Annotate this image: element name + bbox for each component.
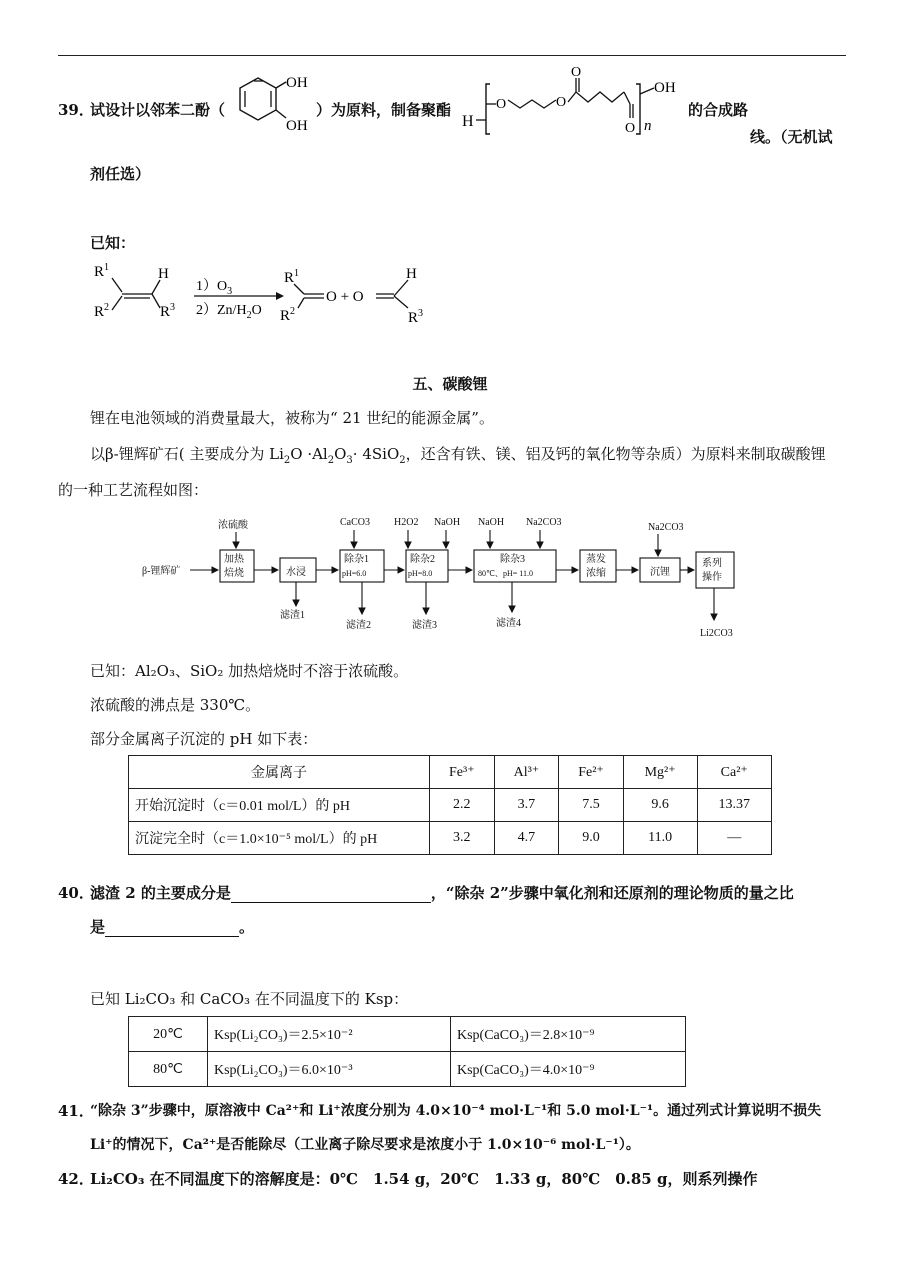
polymer-o-3: O [571, 65, 582, 80]
catechol-oh-2: OH [286, 118, 308, 134]
table-row [129, 789, 772, 822]
flow-box4-line1: 除杂2 [410, 554, 435, 565]
flow-na2co3-2: Na2CO3 [648, 522, 684, 533]
intro-paragraph-3: 的一种工艺流程如图： [58, 481, 209, 499]
flow-caco3: CaCO3 [340, 517, 370, 528]
product-r1: $R^1$ [284, 268, 300, 286]
ph-row-label: 开始沉淀时（c＝0.01 mol/L）的 pH [129, 789, 430, 822]
ph-cell: — [697, 822, 772, 855]
flow-residue-1: 滤渣1 [280, 610, 305, 621]
ksp-li2co3: Ksp(Li₂CO₃)＝6.0×10⁻³ [208, 1052, 451, 1087]
top-rule [58, 55, 846, 56]
q42-line-1: Li₂CO₃ 在不同温度下的溶解度是：0℃ 1.54 g，20℃ 1.33 g，80℃ 0.85 g，则系列操作 [90, 1170, 758, 1188]
q40-line-1: 滤渣 2 的主要成分是 ，“除杂 2”步骤中氧化剂和还原剂的理论物质的量之比 [90, 884, 794, 902]
reactant-r2: $R^2$ [94, 302, 110, 320]
polymer-o-4: O [625, 121, 636, 136]
note-3: 部分金属离子沉淀的 pH 如下表： [90, 730, 318, 748]
flow-box3-line2: pH=6.0 [342, 569, 367, 578]
q40-answer-blank-2[interactable] [105, 936, 239, 937]
intro-paragraph-2: 以β-锂辉矿石( 主要成分为 $Li_2O \cdot Al_2O_3\cdot 4SiO_2$，还含有铁、镁、铝及钙的氧化物等杂质）为原料来制取碳酸锂 [90, 445, 826, 466]
ksp-temp: 80℃ [129, 1052, 208, 1087]
ph-header-cell: Fe²⁺ [559, 756, 624, 789]
ph-header-cell: Ca²⁺ [697, 756, 772, 789]
ph-cell: 3.2 [430, 822, 495, 855]
q39-text-b: ）为原料，制备聚酯 [316, 101, 452, 119]
reactant-r1: $R^1$ [94, 262, 110, 280]
flow-box8-line2: 操作 [702, 572, 722, 583]
condition-step2: $2)Zn/H_2O$ [196, 303, 262, 321]
ph-cell: 11.0 [623, 822, 697, 855]
flow-naoh-2: NaOH [478, 517, 505, 528]
q41-line-1: “除杂 3”步骤中，原溶液中 Ca²⁺和 Li⁺浓度分别为 4.0×10⁻⁴ mol·L⁻¹和 5.0 mol·L⁻¹。通过列式计算说明不损失 [90, 1103, 822, 1119]
table-row [129, 1052, 686, 1087]
catechol-structure [228, 68, 318, 138]
note-2: 浓硫酸的沸点是 330℃。 [90, 696, 261, 714]
flow-naoh-1: NaOH [434, 517, 461, 528]
q41-line-2: Li⁺的情况下，Ca²⁺是否能除尽（工业离子除尽要求是浓度小于 1.0×10⁻⁶ mol·L⁻¹）。 [90, 1137, 640, 1153]
flow-start: β-锂辉矿 [142, 566, 181, 577]
reactant-h: H [158, 266, 169, 282]
q39-text-e: 剂任选） [90, 165, 151, 183]
flow-box7: 沉锂 [650, 567, 670, 578]
ksp-caco3: Ksp(CaCO₃)＝2.8×10⁻⁹ [451, 1017, 686, 1052]
flow-box1-line2: 焙烧 [224, 568, 244, 579]
polymer-o-1: O [496, 97, 507, 112]
q39-text-c: 的合成路 [688, 101, 749, 119]
ozonolysis-reaction [90, 258, 450, 332]
ksp-intro: 已知 Li₂CO₃ 和 CaCO₃ 在不同温度下的 Ksp： [90, 990, 409, 1008]
flow-residue-4: 滤渣4 [496, 618, 521, 629]
table-row [129, 1017, 686, 1052]
table-row [129, 822, 772, 855]
flow-box3-line1: 除杂1 [344, 554, 369, 565]
ph-header-cell: Mg²⁺ [623, 756, 697, 789]
ksp-li2co3: Ksp(Li₂CO₃)＝2.5×10⁻² [208, 1017, 451, 1052]
q42-number: 42． [58, 1170, 94, 1188]
intro-paragraph-1: 锂在电池领域的消费量最大，被称为“ 21 世纪的能源金属”。 [90, 409, 494, 427]
section-title: 五、碳酸锂 [412, 375, 488, 393]
q40-number: 40． [58, 884, 94, 902]
reactant-r3: $R^3$ [160, 302, 176, 320]
polyester-structure [458, 64, 688, 140]
product-o-plus-o: O + O [326, 289, 364, 305]
q39-text-a: 试设计以邻苯二酚（ [90, 101, 226, 119]
q41-number: 41． [58, 1102, 94, 1120]
ph-row-label: 沉淀完全时（c＝1.0×10⁻⁵ mol/L）的 pH [129, 822, 430, 855]
known-label: 已知： [90, 234, 136, 252]
ph-table-header [129, 756, 772, 789]
q39-number: 39． [58, 101, 94, 119]
ph-cell: 3.7 [494, 789, 559, 822]
polymer-o-2: O [556, 95, 567, 110]
polymer-oh: OH [654, 80, 676, 96]
q40-answer-blank-1[interactable] [231, 902, 431, 903]
ksp-temp: 20℃ [129, 1017, 208, 1052]
flow-box5-line2: 80℃、pH= 11.0 [478, 569, 533, 578]
polymer-n: n [644, 118, 652, 134]
catechol-oh-1: OH [286, 75, 308, 91]
condition-step1: $1)O_3$ [196, 279, 233, 297]
ph-cell: 7.5 [559, 789, 624, 822]
flow-box5-line1: 除杂3 [500, 554, 525, 565]
flow-box6-line1: 蒸发 [586, 554, 606, 565]
flow-residue-3: 滤渣3 [412, 620, 437, 631]
ph-cell: 4.7 [494, 822, 559, 855]
ksp-caco3: Ksp(CaCO₃)＝4.0×10⁻⁹ [451, 1052, 686, 1087]
ph-cell: 13.37 [697, 789, 772, 822]
product-h: H [406, 266, 417, 282]
flow-box1-line1: 加热 [224, 554, 244, 565]
ph-header-cell: Fe³⁺ [430, 756, 495, 789]
ksp-table [128, 1016, 686, 1087]
product-r3: $R^3$ [408, 308, 424, 326]
flow-product: Li2CO3 [700, 628, 733, 639]
ph-header-cell: Al³⁺ [494, 756, 559, 789]
q40-line-2: 是 。 [90, 918, 255, 936]
process-flow-diagram [140, 510, 760, 650]
flow-box8-line1: 系列 [702, 558, 722, 569]
ph-cell: 9.0 [559, 822, 624, 855]
q39-text-d: 线。（无机试 [750, 128, 833, 146]
product-r2: $R^2$ [280, 306, 296, 324]
ph-cell: 2.2 [430, 789, 495, 822]
flow-box4-line2: pH=8.0 [408, 569, 433, 578]
ph-header-cell: 金属离子 [129, 756, 430, 789]
ph-cell: 9.6 [623, 789, 697, 822]
ph-table [128, 755, 772, 855]
polymer-h: H [462, 113, 474, 130]
flow-residue-2: 滤渣2 [346, 620, 371, 631]
flow-acid: 浓硫酸 [218, 520, 248, 531]
flow-box2: 水浸 [286, 567, 306, 578]
flow-h2o2: H2O2 [394, 517, 419, 528]
flow-box6-line2: 浓缩 [586, 568, 606, 579]
flow-na2co3-1: Na2CO3 [526, 517, 562, 528]
note-1: 已知：Al₂O₃、SiO₂ 加热焙烧时不溶于浓硫酸。 [90, 662, 409, 680]
